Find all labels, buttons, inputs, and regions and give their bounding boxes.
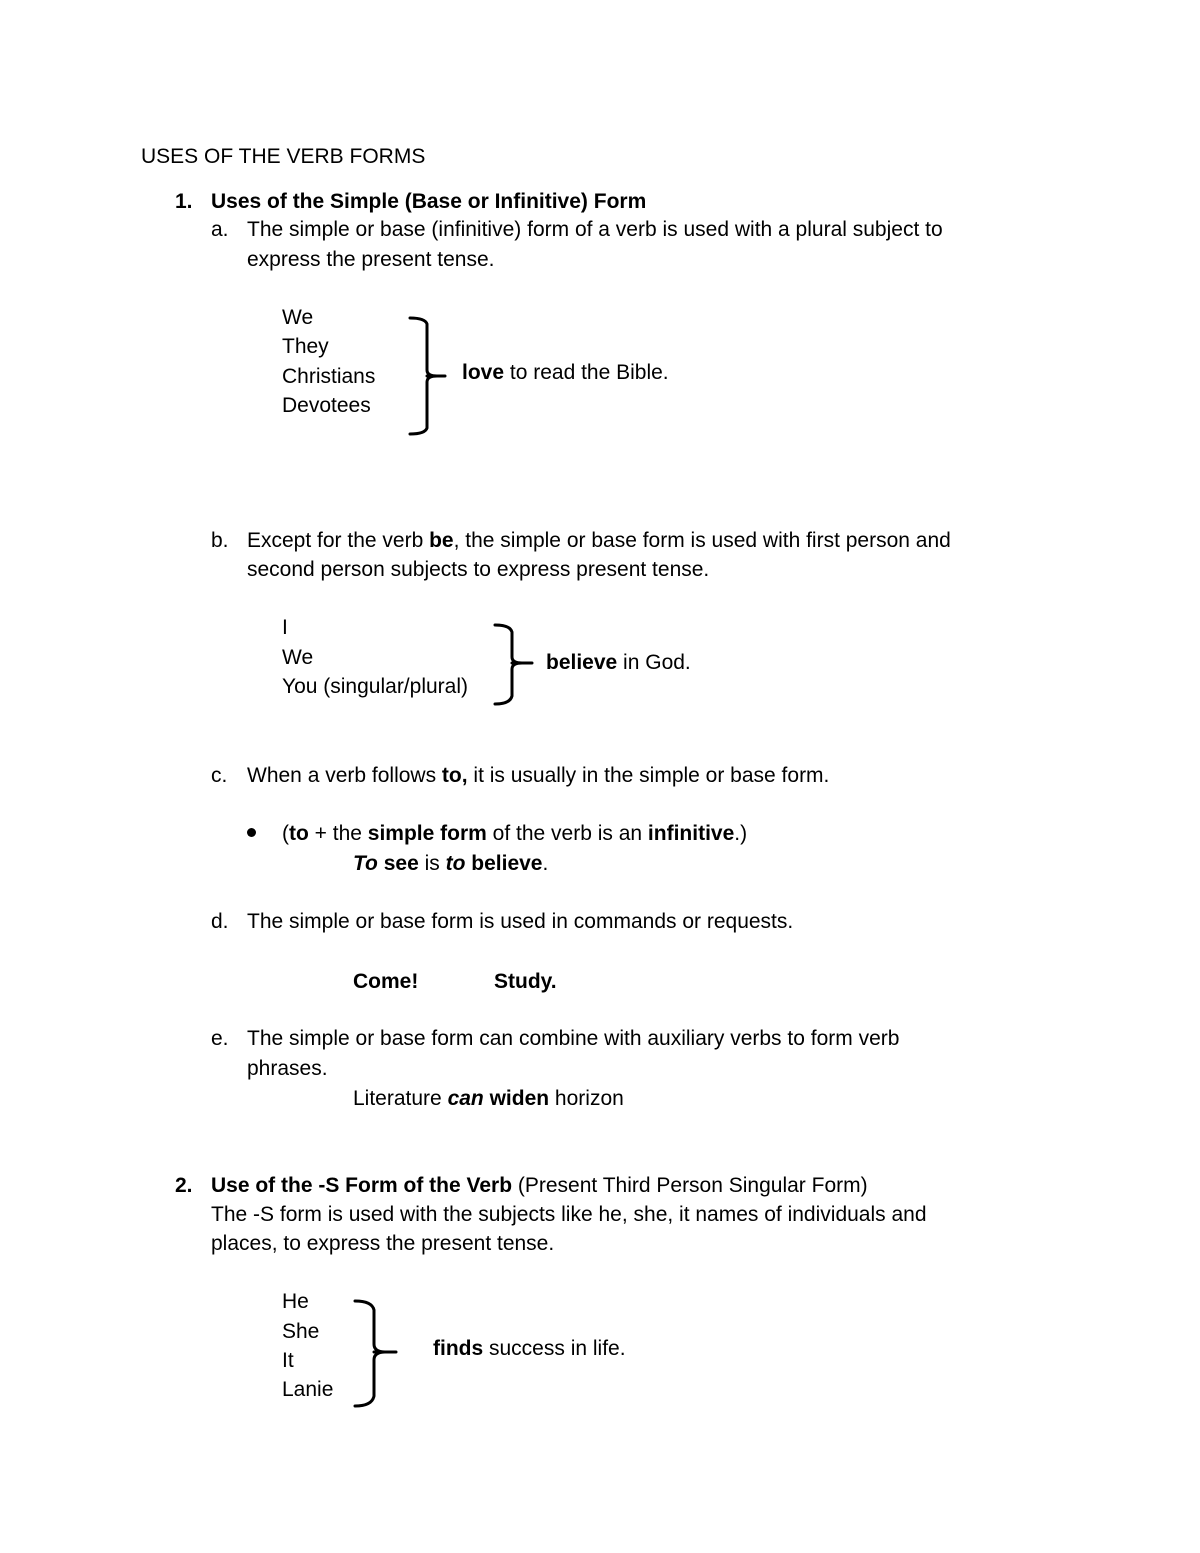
item-a-line-2: express the present tense. [247, 248, 495, 271]
subject-he: He [282, 1290, 309, 1313]
section-2-line-2: places, to express the present tense. [211, 1232, 555, 1255]
section-1-number: 1. [175, 190, 193, 213]
subject-devotees: Devotees [282, 394, 371, 417]
subject-they: They [282, 335, 329, 358]
item-e-line-1: The simple or base form can combine with auxiliary verbs to form verb [247, 1027, 900, 1050]
page-title: USES OF THE VERB FORMS [141, 145, 426, 168]
item-c-line [247, 761, 829, 791]
text-span: Except for the verb [247, 529, 430, 552]
sentence-rest: success in life. [483, 1337, 626, 1360]
item-b-line-1 [247, 526, 951, 556]
example-sentence-b [546, 648, 691, 678]
item-b-line-2: second person subjects to express present tense. [247, 558, 710, 581]
verb-love: love [462, 361, 505, 384]
text-span: , the simple or base form is used with first person and [453, 529, 951, 552]
bold-italic-can: can [447, 1087, 484, 1110]
text-span: of the verb is an [486, 822, 648, 845]
section-2-number: 2. [175, 1174, 193, 1197]
section-1-heading: Uses of the Simple (Base or Infinitive) Form [211, 190, 647, 213]
item-a-letter: a. [211, 218, 229, 241]
subject-we: We [282, 306, 314, 329]
subject-you: You (singular/plural) [282, 675, 468, 698]
subject-she: She [282, 1320, 320, 1343]
bold-to: to, [441, 764, 468, 787]
bold-believe: believe [465, 852, 543, 875]
bold-italic-to: to [445, 852, 466, 875]
bold-heading: Use of the -S Form of the Verb [211, 1174, 513, 1197]
section-2-line-1: The -S form is used with the subjects like he, she, it names of individuals and [211, 1203, 927, 1226]
bold-be: be [429, 529, 454, 552]
item-d-line: The simple or base form is used in commands or requests. [247, 910, 794, 933]
subject-i: I [282, 616, 288, 639]
text-span: When a verb follows [247, 764, 442, 787]
curly-brace-icon [490, 620, 540, 710]
item-b-letter: b. [211, 529, 229, 552]
subject-christians: Christians [282, 365, 376, 388]
bold-text: simple form [367, 822, 487, 845]
item-d-letter: d. [211, 910, 229, 933]
section-2-heading [211, 1171, 868, 1201]
text-span: (Present Third Person Singular Form) [512, 1174, 868, 1197]
bullet-text [282, 819, 747, 849]
text-span: + the [308, 822, 368, 845]
subject-lanie: Lanie [282, 1378, 334, 1401]
sentence-rest: in God. [617, 651, 691, 674]
example-sentence-a [462, 358, 669, 388]
item-a-line-1: The simple or base (infinitive) form of a verb is used with a plural subject to [247, 218, 943, 241]
bold-widen: widen [483, 1087, 550, 1110]
text-span: it is usually in the simple or base form. [467, 764, 830, 787]
bullet-icon [247, 828, 256, 837]
sentence-rest: to read the Bible. [504, 361, 669, 384]
text-span: ( [282, 822, 289, 845]
text-span: .) [734, 822, 748, 845]
item-c-letter: c. [211, 764, 228, 787]
example-literature [353, 1084, 624, 1114]
example-infinitive [353, 849, 548, 879]
curly-brace-icon [350, 1296, 405, 1414]
example-study: Study. [494, 970, 557, 993]
example-sentence-2 [433, 1334, 626, 1364]
text-span: Literature [353, 1087, 448, 1110]
verb-believe: believe [546, 651, 618, 674]
bold-see: see [377, 852, 419, 875]
text-span: . [542, 852, 549, 875]
text-span: horizon [549, 1087, 624, 1110]
bold-text: infinitive [647, 822, 735, 845]
verb-finds: finds [433, 1337, 484, 1360]
subject-we-b: We [282, 646, 314, 669]
bold-text: to [289, 822, 309, 845]
item-e-letter: e. [211, 1027, 229, 1050]
bold-italic-to: To [353, 852, 378, 875]
subject-it: It [282, 1349, 294, 1372]
example-come: Come! [353, 970, 419, 993]
text-span: is [418, 852, 446, 875]
item-e-line-2: phrases. [247, 1057, 328, 1080]
curly-brace-icon [405, 312, 455, 440]
